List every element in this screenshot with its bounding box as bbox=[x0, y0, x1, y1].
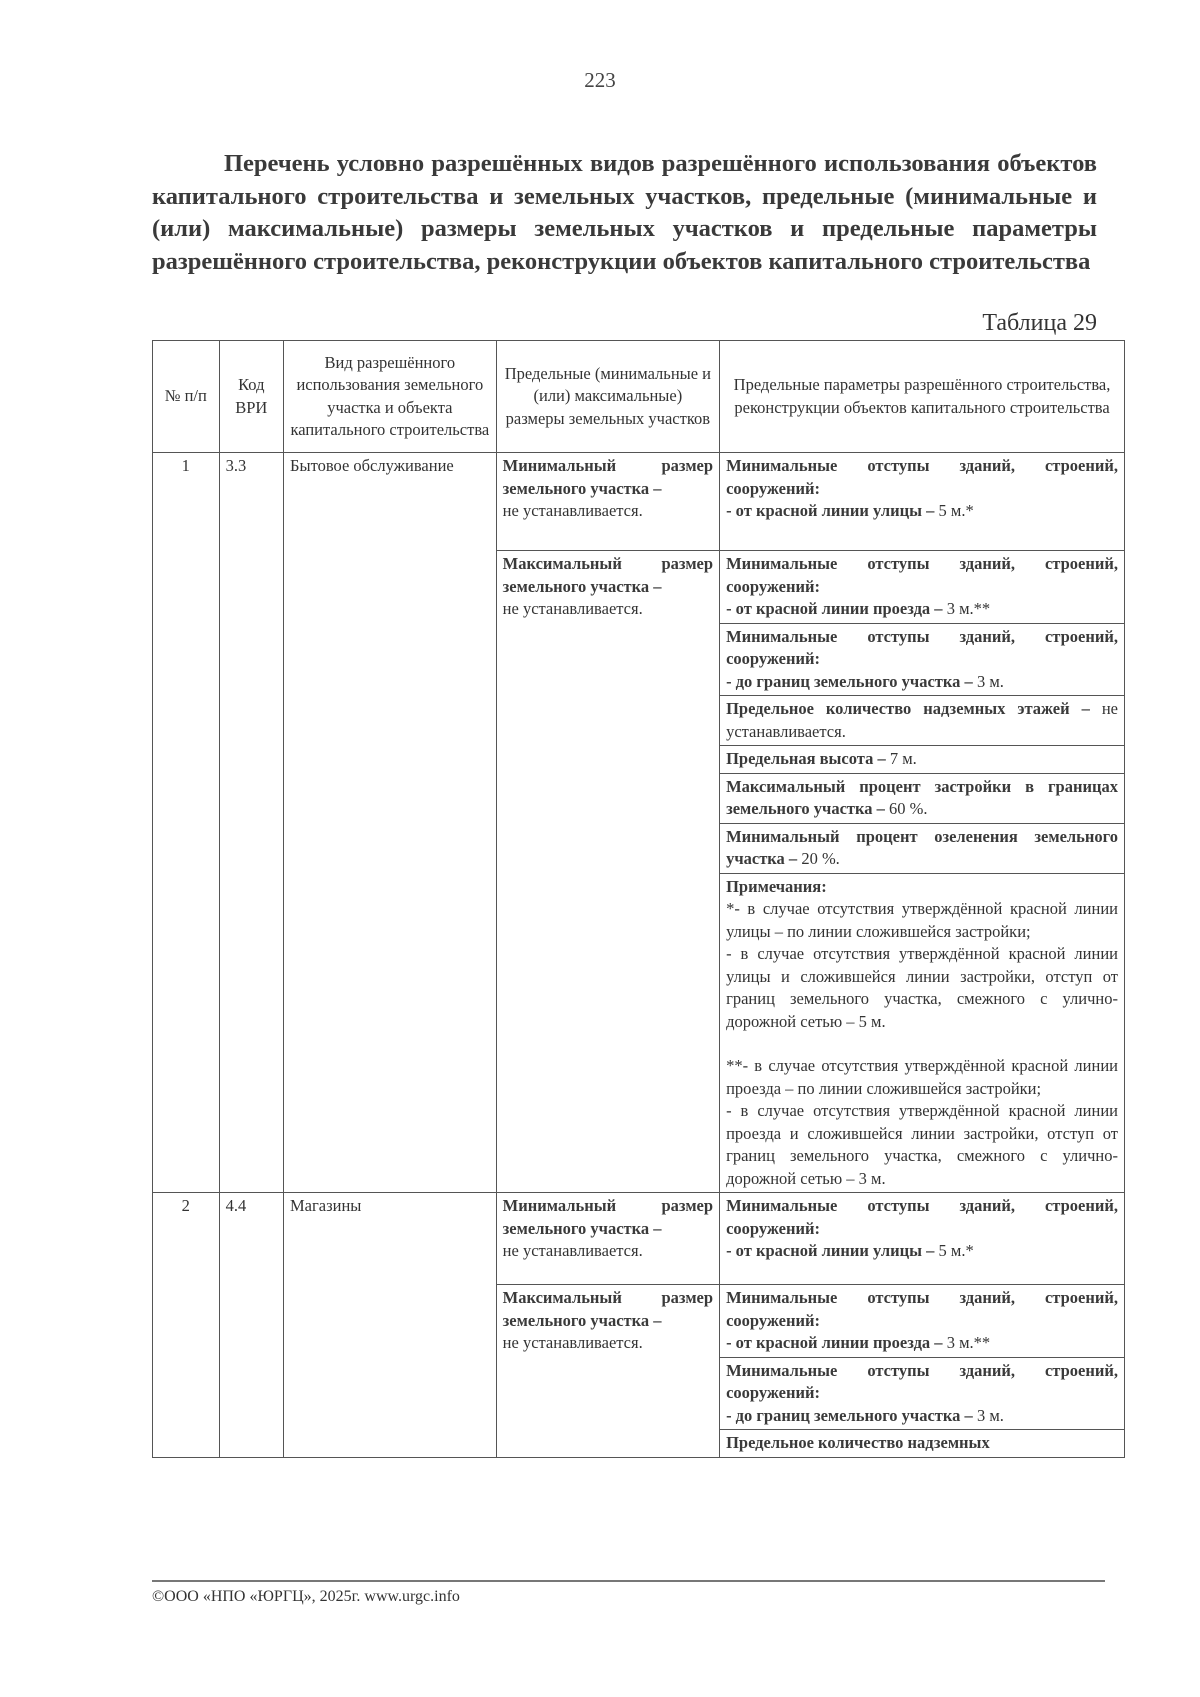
param-value: 20 %. bbox=[797, 849, 840, 868]
note-text: - в случае отсутствия утверждённой красной линии улицы и сложившейся линии застройки, отступ от границ земельного участка, смежного с улично-дорожной сетью – 5 м. bbox=[726, 944, 1118, 1031]
param-label: Предельное количество надземных этажей – bbox=[726, 699, 1090, 718]
max-size-value: не устанавливается. bbox=[502, 1333, 643, 1352]
row-kind: Бытовое обслуживание bbox=[284, 453, 497, 1193]
header-params: Предельные параметры разрешённого строительства, реконструкции объектов капитального строительства bbox=[720, 341, 1125, 453]
min-size-label: Минимальный размер земельного участка – bbox=[502, 1196, 714, 1238]
param-line: - от красной линии проезда – bbox=[726, 599, 943, 618]
min-size-cell bbox=[496, 1193, 719, 1285]
param-line: - от красной линии проезда – bbox=[726, 1333, 943, 1352]
note-text: **- в случае отсутствия утверждённой красной линии проезда – по линии сложившейся застройки; bbox=[726, 1056, 1118, 1098]
param-cell bbox=[720, 1430, 1124, 1457]
table-row bbox=[153, 1193, 1125, 1285]
param-cell bbox=[720, 823, 1124, 873]
min-size-label: Минимальный размер земельного участка – bbox=[502, 456, 714, 498]
table-row bbox=[153, 453, 1125, 551]
max-size-cell bbox=[496, 551, 719, 1193]
params-stack bbox=[720, 551, 1125, 1193]
max-size-label: Максимальный размер земельного участка – bbox=[502, 1288, 714, 1330]
row-number: 1 bbox=[153, 453, 220, 1193]
footer-copyright: ©ООО «НПО «ЮРГЦ», 2025г. www.urgc.info bbox=[152, 1588, 460, 1605]
note-text: - в случае отсутствия утверждённой красной линии проезда и сложившейся линии застройки, отступ от границ земельного участка, смежного с улично-дорожной сетью – 3 м. bbox=[726, 1101, 1118, 1188]
regulations-table bbox=[152, 340, 1125, 1458]
param-cell bbox=[720, 623, 1124, 696]
param-line: - от красной линии улицы – bbox=[726, 1241, 935, 1260]
param-label: Предельное количество надземных bbox=[726, 1433, 990, 1452]
param-cell bbox=[720, 453, 1125, 551]
header-kind: Вид разрешённого использования земельного участка и объекта капитального строительства bbox=[284, 341, 497, 453]
header-no: № п/п bbox=[153, 341, 220, 453]
param-value: 5 м.* bbox=[934, 1241, 974, 1260]
row-code: 3.3 bbox=[219, 453, 283, 1193]
document-heading: Перечень условно разрешённых видов разрешённого использования объектов капитального строительства и земельных участков, предельные (минимальные и (или) максимальные) размеры земельных участков и предельные параметры разрешённого строительства, реконструкции объектов капитального строительства bbox=[152, 150, 1097, 275]
params-subtable bbox=[720, 551, 1124, 1192]
params-subtable bbox=[720, 1285, 1124, 1457]
row-number: 2 bbox=[153, 1193, 220, 1458]
param-value: 7 м. bbox=[885, 749, 917, 768]
param-value: 3 м.** bbox=[942, 1333, 991, 1352]
param-cell bbox=[720, 1357, 1124, 1430]
param-value: не устанавливается. bbox=[726, 699, 1118, 741]
min-size-cell bbox=[496, 453, 719, 551]
header-code: Код ВРИ bbox=[219, 341, 283, 453]
notes-cell bbox=[720, 873, 1124, 1192]
param-value: 3 м. bbox=[972, 671, 1004, 691]
param-cell bbox=[720, 1193, 1125, 1285]
min-size-value: не устанавливается. bbox=[502, 1241, 643, 1260]
param-cell bbox=[720, 551, 1124, 623]
param-label: Максимальный процент застройки в границах земельного участка – bbox=[726, 776, 1118, 818]
table-header-row bbox=[153, 341, 1125, 453]
row-code: 4.4 bbox=[219, 1193, 283, 1458]
notes-title: Примечания: bbox=[726, 876, 827, 896]
min-size-value: не устанавливается. bbox=[502, 501, 643, 520]
param-value: 3 м.** bbox=[942, 599, 991, 618]
max-size-cell bbox=[496, 1285, 719, 1458]
param-value: 60 %. bbox=[884, 799, 928, 818]
max-size-value: не устанавливается. bbox=[502, 599, 643, 618]
max-size-label: Максимальный размер земельного участка – bbox=[502, 554, 714, 596]
header-size: Предельные (минимальные и (или) максимальные) размеры земельных участков bbox=[496, 341, 719, 453]
row-kind: Магазины bbox=[284, 1193, 497, 1458]
note-text: *- в случае отсутствия утверждённой красной линии улицы – по линии сложившейся застройки; bbox=[726, 899, 1118, 941]
param-cell bbox=[720, 773, 1124, 823]
param-line: - от красной линии улицы – bbox=[726, 501, 935, 520]
param-line: - до границ земельного участка – bbox=[726, 1405, 973, 1425]
param-cell bbox=[720, 1285, 1124, 1357]
param-cell bbox=[720, 746, 1124, 774]
params-stack bbox=[720, 1285, 1125, 1458]
param-label: Минимальные отступы зданий, строений, сооружений: bbox=[726, 1288, 1118, 1330]
param-label: Минимальные отступы зданий, строений, сооружений: bbox=[726, 1196, 1118, 1238]
param-label: Минимальные отступы зданий, строений, сооружений: bbox=[726, 1360, 1118, 1402]
table-label: Таблица 29 bbox=[982, 310, 1097, 336]
param-value: 3 м. bbox=[972, 1405, 1004, 1425]
param-cell bbox=[720, 696, 1124, 746]
param-value: 5 м.* bbox=[934, 501, 974, 520]
param-label: Минимальный процент озеленения земельного участка – bbox=[726, 826, 1118, 868]
page-number: 223 bbox=[584, 68, 616, 92]
footer-divider bbox=[152, 1580, 1105, 1582]
param-label: Минимальные отступы зданий, строений, сооружений: bbox=[726, 626, 1118, 668]
param-label: Предельная высота – bbox=[726, 749, 886, 768]
param-label: Минимальные отступы зданий, строений, сооружений: bbox=[726, 456, 1118, 498]
param-label: Минимальные отступы зданий, строений, сооружений: bbox=[726, 554, 1118, 596]
param-line: - до границ земельного участка – bbox=[726, 671, 973, 691]
